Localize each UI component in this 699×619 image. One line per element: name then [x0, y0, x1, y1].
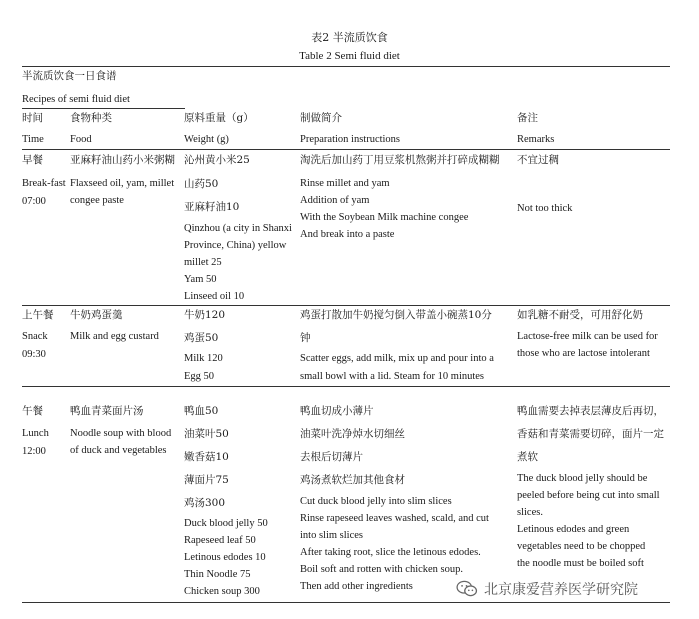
breakfast-weight-item: Linseed oil 10 [184, 291, 245, 302]
lunch-weight-item: 鸭血50 [184, 405, 219, 417]
header-time-en: Time [22, 134, 44, 145]
lunch-remarks-en-line: slices. [517, 507, 543, 518]
row-rule [22, 305, 670, 306]
breakfast-remarks-cn: 不宜过稠 [517, 154, 559, 166]
lunch-prep-line: Then add other ingredients [300, 581, 413, 592]
bottom-rule [22, 602, 670, 603]
header-time-cn: 时间 [22, 112, 43, 124]
header-rule [22, 149, 670, 150]
lunch-weight-item: Rapeseed leaf 50 [184, 535, 256, 546]
lunch-food-en-2: of duck and vegetables [70, 445, 167, 456]
snack-prep-cn-2: 钟 [300, 332, 311, 344]
snack-time-cn: 上午餐 [22, 309, 54, 321]
lunch-prep-line: Boil soft and rotten with chicken soup. [300, 564, 464, 575]
breakfast-weight-item: Yam 50 [184, 274, 217, 285]
breakfast-prep-line: Rinse millet and yam [300, 178, 390, 189]
snack-prep-cn: 鸡蛋打散加牛奶搅匀倒入带盖小碗蒸10分 [300, 309, 492, 321]
breakfast-prep-line: With the Soybean Milk machine congee [300, 212, 469, 223]
recipe-subtitle-english: Recipes of semi fluid diet [22, 94, 130, 105]
lunch-food-cn: 鸭血青菜面片汤 [70, 405, 144, 417]
lunch-prep-line: 油菜叶洗净焯水切细丝 [300, 428, 405, 440]
header-food-cn: 食物种类 [70, 112, 112, 124]
lunch-weight-item: 油菜叶50 [184, 428, 229, 440]
lunch-prep-line: 鸭血切成小薄片 [300, 405, 374, 417]
header-food-en: Food [70, 134, 92, 145]
breakfast-remarks-en: Not too thick [517, 203, 573, 214]
lunch-weight-item: 嫩香菇10 [184, 451, 229, 463]
breakfast-weight-item: 亚麻籽油10 [184, 201, 240, 213]
breakfast-time-clock: 07:00 [22, 196, 46, 207]
breakfast-prep-line: And break into a paste [300, 229, 395, 240]
snack-food-en: Milk and egg custard [70, 331, 159, 342]
lunch-remarks-en-line: the noodle must be boiled soft [517, 558, 644, 569]
lunch-time-en: Lunch [22, 428, 49, 439]
lunch-weight-item: Chicken soup 300 [184, 586, 260, 597]
lunch-prep-line: Cut duck blood jelly into slim slices [300, 496, 452, 507]
lunch-prep-line: into slim slices [300, 530, 363, 541]
lunch-food-en: Noodle soup with blood [70, 428, 172, 439]
breakfast-food-en-2: congee paste [70, 195, 124, 206]
snack-remarks-en: Lactose-free milk can be used for [517, 331, 658, 342]
breakfast-food-en: Flaxseed oil, yam, millet [70, 178, 175, 189]
lunch-remarks-cn: 鸭血需要去掉表层薄皮后再切， [517, 405, 664, 417]
breakfast-weight-item: Province, China) yellow [184, 240, 287, 251]
lunch-time-cn: 午餐 [22, 405, 43, 417]
header-weight-en: Weight (g) [184, 134, 229, 145]
breakfast-prep-line: Addition of yam [300, 195, 370, 206]
snack-weight-item: 鸡蛋50 [184, 332, 219, 344]
lunch-weight-item: 鸡汤300 [184, 497, 226, 509]
snack-remarks-en-2: those who are lactose intolerant [517, 348, 650, 359]
lunch-time-clock: 12:00 [22, 446, 46, 457]
snack-weight-item: Egg 50 [184, 371, 215, 382]
header-remarks-en: Remarks [517, 134, 555, 145]
breakfast-prep-line: 淘洗后加山药丁用豆浆机熬粥并打碎成糊糊 [300, 154, 500, 166]
lunch-weight-item: Thin Noodle 75 [184, 569, 251, 580]
snack-time-en: Snack [22, 331, 48, 342]
snack-time-clock: 09:30 [22, 349, 46, 360]
row-rule [22, 386, 670, 387]
snack-weight-item: 牛奶120 [184, 309, 226, 321]
watermark-text: 北京康爱营养医学研究院 [484, 582, 638, 598]
snack-weight-item: Milk 120 [184, 353, 223, 364]
lunch-remarks-en-line: peeled before being cut into small [517, 490, 660, 501]
lunch-remarks-en-line: vegetables need to be chopped [517, 541, 646, 552]
table-title-english: Table 2 Semi fluid diet [299, 50, 400, 62]
header-prep-cn: 制做简介 [300, 112, 342, 124]
lunch-weight-item: 薄面片75 [184, 474, 229, 486]
subtitle-rule [22, 108, 185, 109]
recipe-subtitle-chinese: 半流质饮食一日食谱 [22, 70, 117, 82]
snack-remarks-cn: 如乳糖不耐受，可用舒化奶 [517, 309, 643, 321]
lunch-remarks-en-line: Letinous edodes and green [517, 524, 630, 535]
header-remarks-cn: 备注 [517, 112, 538, 124]
lunch-prep-line: 去根后切薄片 [300, 451, 363, 463]
lunch-prep-line: Rinse rapeseed leaves washed, scald, and cut [300, 513, 489, 524]
lunch-remarks-en-line: The duck blood jelly should be [517, 473, 648, 484]
breakfast-weight-item: 沁州黄小米25 [184, 154, 250, 166]
wechat-icon [456, 580, 478, 598]
lunch-weight-item: Letinous edodes 10 [184, 552, 266, 563]
snack-prep-en-2: small bowl with a lid. Steam for 10 minutes [300, 371, 485, 382]
header-weight-cn: 原料重量（g） [184, 112, 254, 124]
snack-food-cn: 牛奶鸡蛋羹 [70, 309, 123, 321]
snack-prep-en: Scatter eggs, add milk, mix up and pour into a [300, 353, 494, 364]
breakfast-food-cn: 亚麻籽油山药小米粥糊 [70, 154, 175, 166]
lunch-remarks-cn-2: 香菇和青菜需要切碎，面片一定 [517, 428, 664, 440]
lunch-prep-line: 鸡汤煮软烂加其他食材 [300, 474, 405, 486]
breakfast-weight-item: Qinzhou (a city in Shanxi [184, 223, 292, 234]
header-prep-en: Preparation instructions [300, 134, 401, 145]
breakfast-weight-item: 山药50 [184, 178, 219, 190]
lunch-remarks-cn-3: 煮软 [517, 451, 538, 463]
watermark [456, 578, 638, 600]
breakfast-time-cn: 早餐 [22, 154, 43, 166]
lunch-prep-line: After taking root, slice the letinous edodes. [300, 547, 481, 558]
top-rule [22, 66, 670, 67]
breakfast-weight-item: millet 25 [184, 257, 222, 268]
lunch-weight-item: Duck blood jelly 50 [184, 518, 268, 529]
table-title-chinese: 表2 半流质饮食 [311, 31, 388, 44]
breakfast-time-en: Break-fast [22, 178, 66, 189]
